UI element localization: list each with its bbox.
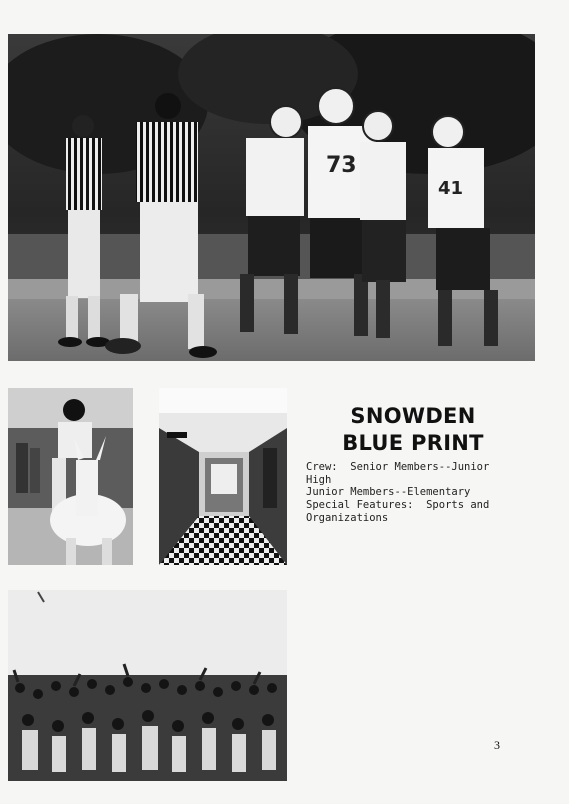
pep-rally-crowd-photo	[8, 590, 287, 781]
crew-credit-text: Crew: Senior Members--Junior High	[306, 461, 496, 486]
hallway-photo	[159, 388, 287, 565]
junior-members-credit	[306, 486, 506, 499]
junior-members-text: Junior Members--Elementary	[306, 486, 471, 498]
donkey-ride-photo	[8, 388, 133, 565]
publication-title-line1: SNOWDEN	[350, 404, 476, 428]
jersey-number: 73	[326, 153, 357, 178]
crew-credit	[306, 461, 506, 486]
publication-title-line2: BLUE PRINT	[342, 431, 484, 455]
special-features-text: Special Features: Sports and Organizations	[306, 499, 496, 524]
page-number: 3	[494, 738, 500, 752]
football-photo	[8, 34, 535, 361]
special-features-credit	[306, 499, 506, 524]
svg-text:41: 41	[438, 178, 464, 199]
